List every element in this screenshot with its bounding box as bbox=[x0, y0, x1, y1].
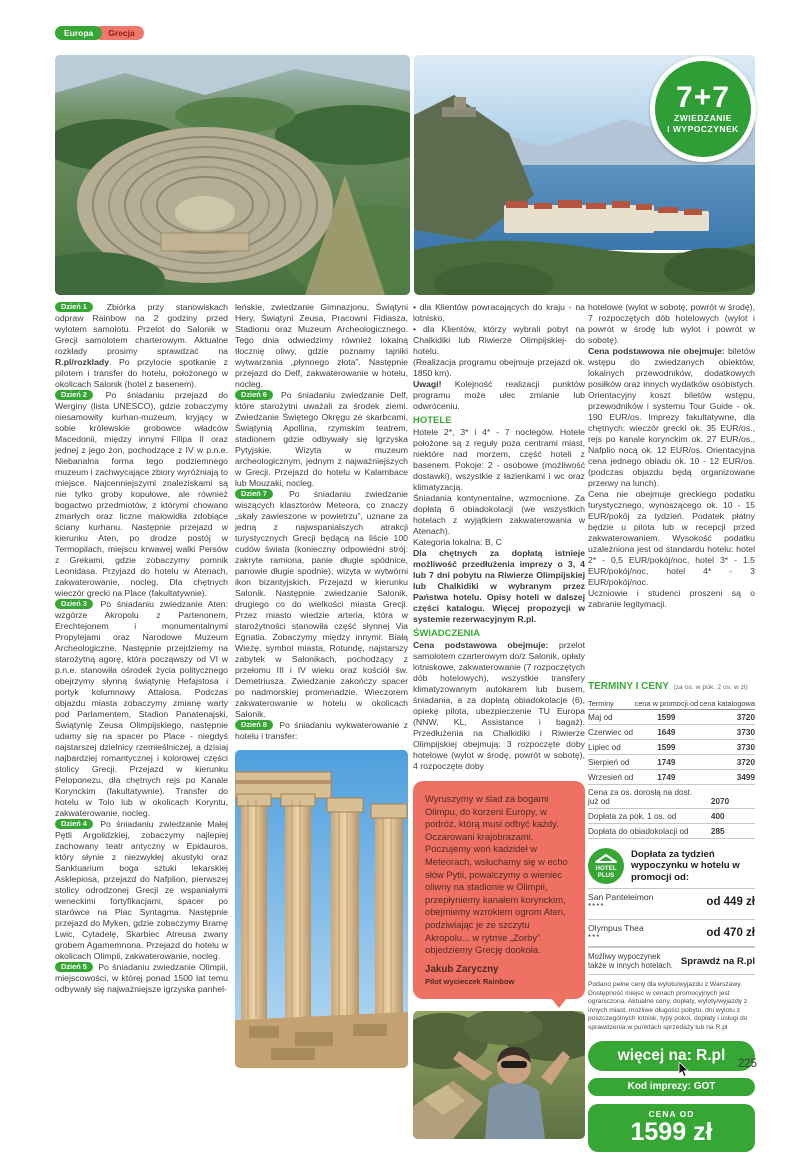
pricing-header bbox=[588, 676, 755, 694]
extra-row-adult: Cena za os. dorosłą na dost. już od 2070 bbox=[588, 785, 755, 809]
trip-code-button[interactable]: Kod imprezy: GOT bbox=[588, 1078, 755, 1096]
quote-author-role: Pilot wycieczek Rainbow bbox=[425, 977, 515, 987]
hotele-paragraph-3: Kategoria lokalna: B, C bbox=[413, 537, 502, 547]
price-row-june: Czerwiec od 1649 3730 bbox=[588, 725, 755, 740]
hotel-plus-header bbox=[588, 848, 755, 884]
mouse-cursor-icon bbox=[678, 1062, 689, 1077]
country-badge: Grecja bbox=[94, 26, 143, 40]
region-badge: Europa bbox=[55, 26, 102, 40]
photo-temple-columns bbox=[235, 750, 408, 1068]
extension-offer: Dla chętnych za dopłatą istnieje możliwość przedłużenia imprezy o 3, 4 lub 7 dni pobytu na Riwierze Olimpijskiej lub Chalkidiki w wybranym przez Państwa hotelu. Opisy hoteli w dalszej części katalogu. Więcej propozycji w systemie rezerwacyjnym R.pl. bbox=[413, 548, 585, 624]
itinerary-column-1 bbox=[55, 302, 228, 995]
quote-tail bbox=[551, 998, 567, 1008]
tourist-tax-note: Cena nie obejmuje greckiego podatku turystycznego, wynoszącego ok. 10 - 15 EUR/pokój za tydzień. Podatek płatny będzie u pilota lub w recepcji przed zakwaterowaniem. Wysokość podatku uzależniona jest od standardu hotelu: hotel 2* - 0,5 EUR/pokój/noc, hotel 3* - 1.5 EUR/pokój/noc, hotel 4* - 3 EUR/pokój/noc. bbox=[588, 489, 755, 587]
day-5-continuation: leńskie, zwiedzanie Gimnazjonu, Świątyni Hery, Świątyni Zeusa, Pracowni Fidiasza, Stadionu oraz Muzeum Archeologicznego. Tego dnia odwiedzimy również lokalną tłocznię oliwy, gdzie poznamy tajniki wytwarzania „płynnego złota”. Następnie przejazd do Delf, zakwaterowanie w hotelu, nocleg. bbox=[235, 302, 408, 389]
day-4-badge: Dzień 4 bbox=[55, 819, 93, 829]
price-row-may: Maj od 1599 3720 bbox=[588, 710, 755, 725]
day-6-badge: Dzień 6 bbox=[235, 390, 273, 400]
hotel-price: od 470 zł bbox=[706, 927, 755, 939]
other-hotels-label: Możliwy wypoczynek także w innych hotelach. bbox=[588, 952, 673, 970]
hotel-name: Olympus Thea bbox=[588, 923, 644, 933]
extra-row-meals: Dopłata do obiadokolacji od 285 bbox=[588, 824, 755, 839]
hotel-stars: *** bbox=[588, 933, 601, 942]
day-7-badge: Dzień 7 bbox=[235, 489, 273, 499]
hotel-row-san-panteleimon bbox=[588, 888, 755, 915]
base-price-excludes: Cena podstawowa nie obejmuje: biletów wstępu do zwiedzanych obiektów, lokalnych przewodników, dodatkowych posiłków oraz innych wydatków osobistych. Orientacyjny koszt biletów wstępu, przewodników i systemu Tour Guide - ok. 190 EUR/os. Imprezy fakultatywne, dla chętnych: wieczór grecki ok. 35 EUR/os., rejs po kanale korynckim ok. 27 EUR/os., Nafplio nocą ok. 12 EUR/os. Orientacyjna cena jednego obiadu ok. 10 - 12 EUR/os. (podczas objazdu będą organizowane przerwy na lunch). bbox=[588, 346, 755, 488]
day-1: Dzień 1 Zbiórka przy stanowiskach odpraw Rainbow na 2 godziny przed wylotem samolotu. Przelot do Salonik w Grecji samolotem charterowym. Aktualne rozkłady prosimy sprawdzać na R.pl/rozklady. Po przylocie spotkanie z pilotem i transfer do hotelu, położonego w okolicach Salonik (hotel z basenem). bbox=[55, 302, 229, 389]
check-on-rpl-link[interactable]: Sprawdź na R.pl bbox=[680, 955, 755, 967]
price-table bbox=[588, 697, 755, 785]
day-2: Dzień 2 Po śniadaniu przejazd do Werginy (lista UNESCO), gdzie zobaczymy niesamowity kurhan-muzeum, kryjący w sobie królewskie grobowce władców Macedonii, między innymi Filipa II oraz jednej z jego żon, pochodzące z IV w p.n.e. Niebanalna forma tego podziemnego muzeum i zachwycające zbiory wyróżniają to miejsce. Najcenniejszymi znaleziskami są nie tylko groby kopułowe, ale również bogactwo przedmiotów, z którymi chowano zmarłych oraz liczne malowidła zdobiące ściany kurhanu. Następnie przejazd w kierunku Aten, po drodze postój w Termopilach, miejscu krwawej walki Persów z Grekami, gdzie zobaczymy pomnik Leonidasa. Przyjazd do hotelu w Atenach, zakwaterowanie, nocleg. Dla chętnych wieczór grecki na Place (fakultatywnie). bbox=[55, 390, 228, 598]
pilot-quote-box bbox=[413, 781, 585, 999]
transfer-bullet-1: • dla Klientów powracających do kraju - na lotnisko, bbox=[413, 302, 585, 323]
day-4: Dzień 4 Po śniadaniu zwiedzanie Małej Pętli Argolidzkiej, zobaczymy najlepiej zachowany teatr antyczny w Epidauros, który słynie z niezwykłej akustyki oraz Sanktuarium boga sztuki lekarskiej Asklepiosa, przejazd do Nafplion, pierwszej stolicy odrodzonej Grecji ze wspaniałymi weneckimi fortyfikacjami, spacer po starówce na Plac Syntagma. Następnie przejazd do Myken, gdzie zobaczymy Bramę Lwic, Cytadelę, Skarbiec Atreusa zwany grobem Agamemnona. Przejazd do hotelu w okolicach Olimpii, zakwaterowanie, nocleg. bbox=[55, 819, 228, 961]
promo-badge-top: 7+7 bbox=[676, 81, 730, 114]
info-column bbox=[413, 302, 585, 1139]
pricing-subtitle: (za os. w pok. 2 os. w zł) bbox=[673, 684, 748, 691]
price-from-label: CENA OD bbox=[648, 1108, 695, 1119]
day-3-badge: Dzień 3 bbox=[55, 599, 93, 609]
quote-author: Jakub Zaryczny bbox=[425, 963, 499, 975]
svg-text:PLUS: PLUS bbox=[597, 872, 615, 879]
realization-note: (Realizacja programu obejmuje przejazd ok. 1850 km). bbox=[413, 357, 585, 378]
pricing-section bbox=[588, 676, 755, 1152]
legal-fine-print: Podano pełne ceny dla wylotu/wyjazdu z Warszawy. Dostępność miejsc w cenach promocyjnych jest ograniczona. Aktualne ceny, dopłaty, wyloty/wyjazdy z innych miast, możliwe długości pobytu, dni wylotu z poszczególnych lotnisk, typy pokoi, dopłaty i usługi do sprawdzenia w punktach sprzedaży lub na R.pl bbox=[588, 981, 748, 1031]
hotel-name: San Panteleimon bbox=[588, 892, 654, 902]
photo-pilot bbox=[413, 1011, 585, 1139]
hotel-plus-title: Dopłata za tydzień wypoczynku w hotelu w promocji od: bbox=[631, 848, 740, 883]
day-8: Dzień 8 Po śniadaniu wykwaterowanie z hotelu i transfer: bbox=[235, 720, 408, 741]
other-hotels-row bbox=[588, 947, 755, 975]
itinerary-column-2 bbox=[235, 302, 408, 1068]
day-1-badge: Dzień 1 bbox=[55, 302, 93, 312]
day-3: Dzień 3 Po śniadaniu zwiedzanie Aten: wzgórze Akropolu z Partenonem, Erechtejonem i monumentalnymi Propylejami oraz Narodowe Muzeum Archeologiczne. Następnie przejdziemy na starożytną agorę, która począwszy od VI w p.n.e. stanowiła ośrodek życia politycznego obejrzymy słynną świątynię Hefajstosa i portyk kolumnowy Attalosa. Podczas objazdu miasta zobaczymy zmianę warty pod Parlamentem, Stadion Panatenajski, Świątynię Zeusa Olimpijskiego, następnie udamy się na spacer po Place - niegdyś najstarszej dzielnicy rzemieślniczej, a dzisiaj najbardziej romantycznej i kolorowej części stolicy Grecji. Przejazd w kierunku Peloponezu, dla chętnych rejs po Kanale Korynckim (fakultatywnie). Transfer do hotelu w Tolo lub w okolicach Koryntu, zakwaterowanie, nocleg. bbox=[55, 599, 228, 818]
breadcrumb bbox=[55, 26, 144, 40]
day-8-badge: Dzień 8 bbox=[235, 720, 273, 730]
more-on-rpl-button[interactable]: więcej na: R.pl bbox=[588, 1041, 755, 1071]
price-row-july: Lipiec od 1599 3730 bbox=[588, 740, 755, 755]
day-6: Dzień 6 Po śniadaniu zwiedzanie Delf, które starożytni uważali za środek ziemi. Zwiedzanie Świętego Okręgu ze skarbcami, Świątynią Apollina, rzymskim teatrem, stadionem gdzie odbywały się Igrzyska Pytyjskie. Wizyta w muzeum archeologicznym, jednym z najważniejszych w Grecji. Przejazd do hotelu w Kalambace lub Mouzaki, nocleg. bbox=[235, 390, 409, 488]
day-7: Dzień 7 Po śniadaniu zwiedzanie wiszących klasztorów Meteora, co znaczy „skały zawieszone w powietrzu”, uznane za jedną z najwspanialszych atrakcji turystycznych Grecji będącą na liście 100 cudów świata (konieczny odpowiedni strój: zakryte ramiona, panie długie spódnice, panowie długie spodnie), wizyta w wytwórni ikon bizantyjskich. Przejazd w kierunku Salonik. Następnie zwiedzanie Salonik, drugiego co do wielkości miasta Grecji. Przez miasto wiedzie arteria, która w starożytności stanowiła część słynnej Via Egnatia. Zobaczymy między innymi: Białą Wieżę, symbol miasta, Rotundę, najstarszy zabytek w Salonikach, pochodzący z przełomu III i IV wieku oraz kościół św. Demetriusza. Zwiedzanie zakończy spacer po nadmorskiej promenadzie. Wieczorem zakwaterowanie w hotelu w okolicach Salonik. bbox=[235, 489, 408, 719]
uwagi-note: Uwagi! Kolejność realizacji punktów programu może ulec zmianie lub odwróceniu. bbox=[413, 379, 585, 411]
day-5-badge: Dzień 5 bbox=[55, 962, 93, 972]
price-table-header: Terminy cena w promocji od cena katalogowa bbox=[588, 698, 755, 708]
day-5: Dzień 5 Po śniadaniu zwiedzanie Olimpii, miejscowości, w której ponad 1500 lat temu odbywały się najważniejsze igrzyska panhel- bbox=[55, 962, 228, 994]
hotele-paragraph-2: Śniadania kontynentalne, wzmocnione. Za dopłatą 6 obiadokolacji (we wszystkich hotelach z wyjątkiem zakwaterowania w Atenach). bbox=[413, 493, 585, 536]
conditions-column bbox=[588, 302, 755, 610]
svg-text:HOTEL: HOTEL bbox=[595, 865, 617, 872]
hotel-price: od 449 zł bbox=[706, 896, 755, 908]
day-2-badge: Dzień 2 bbox=[55, 390, 93, 400]
price-badge bbox=[588, 1104, 755, 1152]
hotel-plus-icon bbox=[588, 848, 624, 884]
includes-continuation: hotelowe (wylot w sobotę, powrót w środę), 7 rozpoczętych dób hotelowych (wylot i powrót w środę lub wylot i powrót w sobotę). bbox=[588, 302, 755, 345]
extra-row-single: Dopłata za pok. 1 os. od 400 bbox=[588, 809, 755, 824]
promo-badge-line2: I WYPOCZYNEK bbox=[667, 124, 739, 134]
base-price-includes: Cena podstawowa obejmuje: przelot samolotem czarterowym do/z Salonik, opłaty lotniskowe, zakwaterowanie (7 rozpoczętych dób hotelowych), wszystkie transfery klimatyzowanym autokarem lub busem, śniadania, a za dopłatą obiadokolacje (6), opiekę pilota, ubezpieczenie TU Europa (NNW, KL, Assistance i bagaż). Przedłużenia na Chalkidiki i Riwierze Olimpijskiej obejmują: 3 rozpoczęte doby hotelowe (wylot w środę, powrót w sobotę), 4 rozpoczęte doby bbox=[413, 640, 585, 771]
hotel-stars: **** bbox=[588, 902, 605, 911]
photo-amphitheater bbox=[55, 55, 410, 295]
page-number: 225 bbox=[737, 1058, 757, 1070]
promo-badge-line1: ZWIEDZANIE bbox=[674, 113, 732, 123]
hotele-paragraph-1: Hotele 2*, 3* i 4* - 7 noclegów. Hotele położone są z reguły poza centrami miast, niektóre nad morzem, część hoteli z basenem. Pokoje: 2 - osobowe (możliwość dostawki), wszystkie z łazienkami i wc oraz klimatyzacją. bbox=[413, 427, 585, 492]
hotel-row-olympus-thea bbox=[588, 919, 755, 947]
transfer-bullet-2: • dla Klientów, którzy wybrali pobyt na Chalkidiki lub Riwierze Olimpijskiej- do hotelu. bbox=[413, 324, 585, 356]
swiadczenia-heading: ŚWIADCZENIA bbox=[413, 628, 481, 639]
promo-7plus7-badge bbox=[650, 56, 756, 162]
price-row-august: Sierpień od 1749 3720 bbox=[588, 755, 755, 770]
quote-text: Wyruszymy w ślad za bogami Olimpu, do korzeni Europy, w podróż, którą musi odbyć każdy. Oczarowani krajobrazami. Poczujemy woń kadzideł w Meteorach, wsłuchamy się w echo słów Pytii, powalczymy o wieniec oliwny na stadionie w Olimpii, przepłyniemy kanałem korynckim, obejmiemy wzrokiem ogrom Aten, podziwiając je ze szczytu Akropolu... w rytmie „Zorby” objedziemy Grecję dookoła. bbox=[425, 793, 568, 956]
price-row-september: Wrzesień od 1749 3499 bbox=[588, 770, 755, 785]
hotele-heading: HOTELE bbox=[413, 415, 452, 426]
students-note: Uczniowie i studenci proszeni są o zabranie legitymacji. bbox=[588, 588, 755, 609]
pricing-title: TERMINY I CENY bbox=[588, 681, 669, 692]
price-value: 1599 zł bbox=[630, 1117, 713, 1146]
